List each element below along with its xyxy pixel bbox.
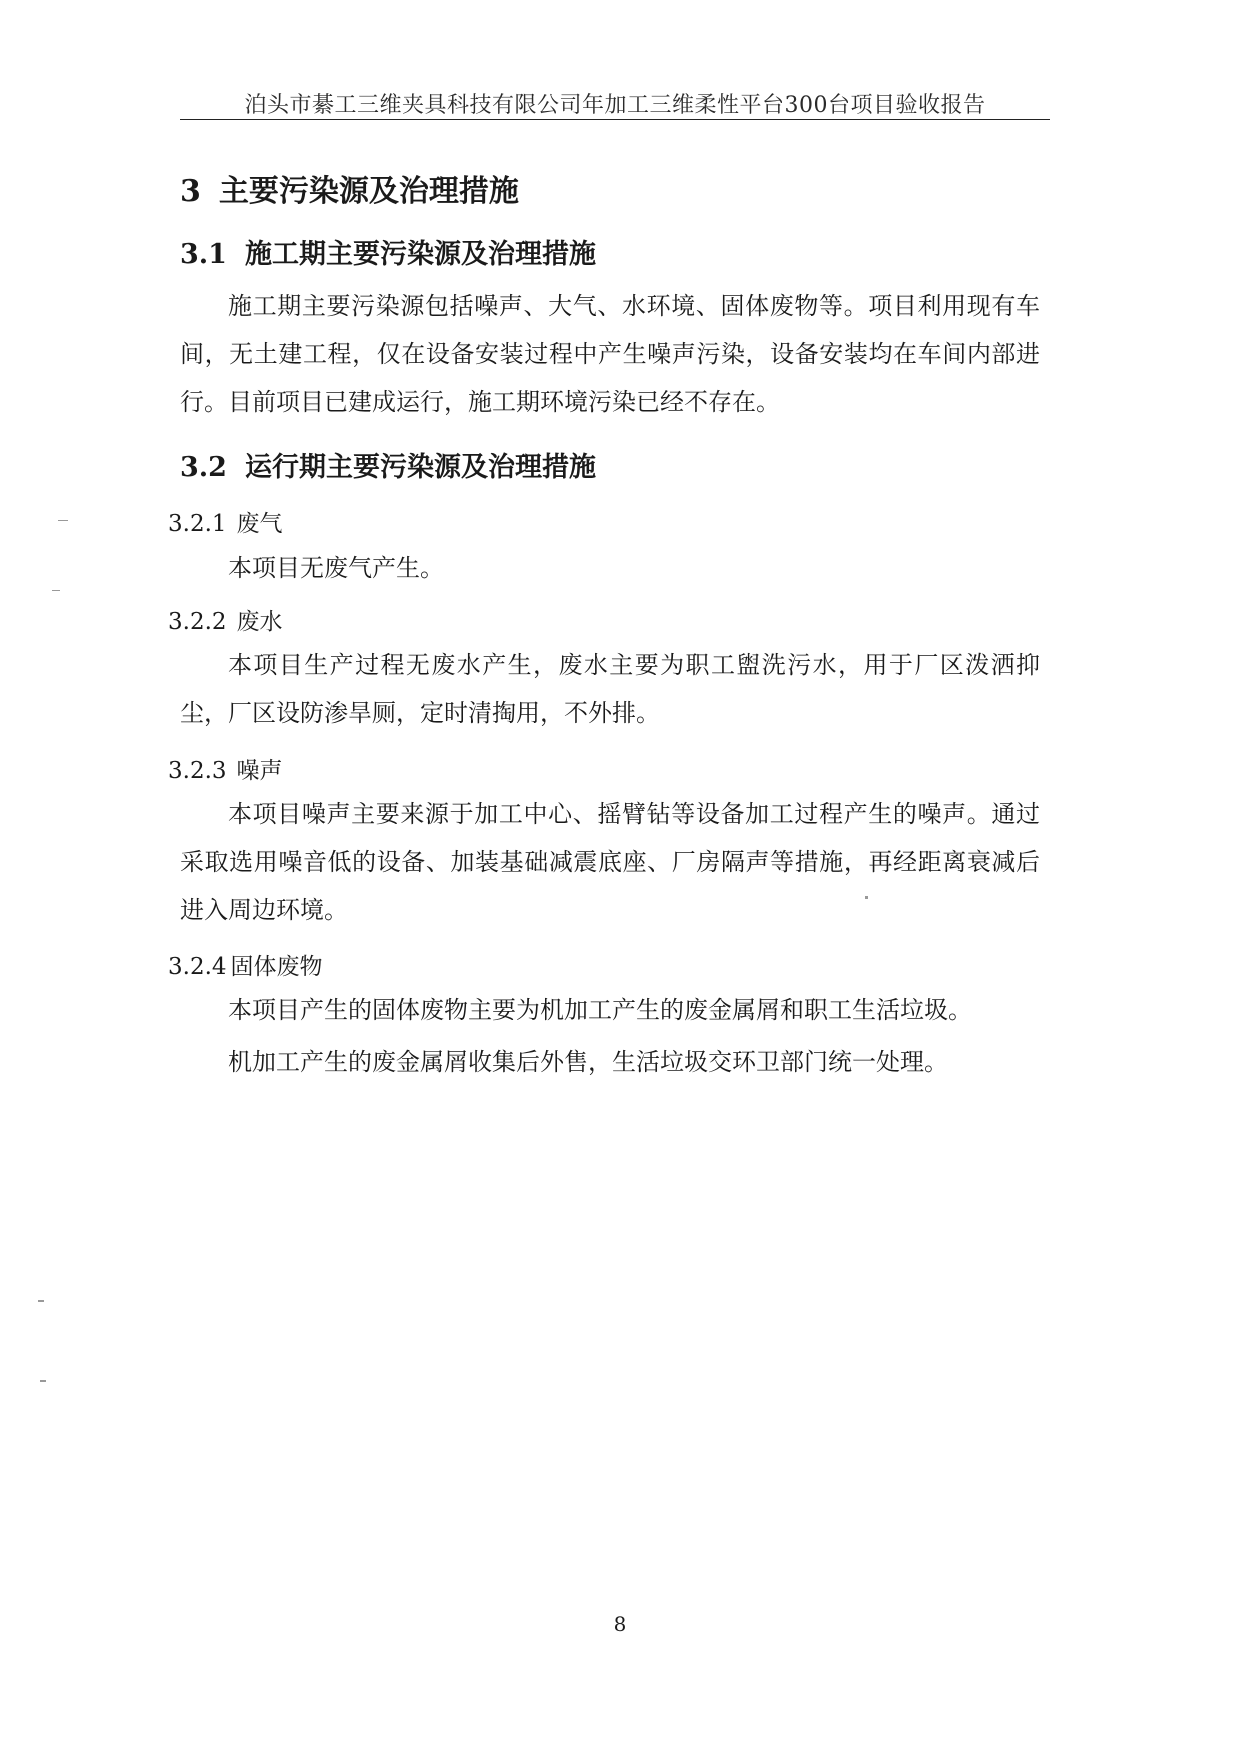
section-title: 主要污染源及治理措施: [218, 174, 519, 209]
scan-speck: [40, 1380, 46, 1382]
section-heading-3-1: [180, 232, 596, 271]
scan-speck: [865, 896, 868, 899]
paragraph-waste-water: 本项目生产过程无废水产生，废水主要为职工盥洗污水，用于厂区泼洒抑尘，厂区设防渗旱厕，定时清掏用，不外排。: [180, 651, 1040, 727]
running-header: 泊头市綦工三维夹具科技有限公司年加工三维柔性平台300台项目验收报告: [244, 93, 986, 118]
paragraph-noise: 本项目噪声主要来源于加工中心、摇臂钻等设备加工过程产生的噪声。通过采取选用噪音低的设备、加装基础减震底座、厂房隔声等措施，再经距离衰减后进入周边环境。: [180, 800, 1040, 924]
scan-speck: [58, 520, 68, 521]
subsection-title: 废气: [236, 511, 283, 537]
section-heading-3: [180, 166, 519, 210]
subsection-title: 噪声: [236, 758, 283, 784]
subsection-heading-3-2-3: [168, 752, 283, 785]
subsection-number: 3.2.2: [168, 609, 227, 635]
section-title: 施工期主要污染源及治理措施: [244, 239, 596, 270]
subsection-heading-3-2-4: [168, 948, 323, 981]
subsection-heading-3-2-2: [168, 603, 283, 636]
subsection-number: 3.2.1: [168, 511, 227, 537]
paragraph-waste-gas: 本项目无废气产生。: [228, 554, 444, 582]
section-number: 3.2: [180, 452, 227, 483]
subsection-number: 3.2.4: [168, 954, 227, 980]
header-rule: [180, 119, 1050, 120]
section-number: 3: [180, 174, 201, 209]
paragraph-solid-waste-1: 本项目产生的固体废物主要为机加工产生的废金属屑和职工生活垃圾。: [228, 996, 972, 1024]
section-heading-3-2: [180, 445, 596, 484]
section-number: 3.1: [180, 239, 227, 270]
paragraph-solid-waste-2: 机加工产生的废金属屑收集后外售，生活垃圾交环卫部门统一处理。: [228, 1048, 948, 1076]
subsection-number: 3.2.3: [168, 758, 227, 784]
subsection-heading-3-2-1: [168, 505, 283, 538]
scan-speck: [38, 1300, 44, 1302]
scan-speck: [52, 590, 60, 591]
subsection-title: 废水: [236, 609, 283, 635]
paragraph-construction-period: 施工期主要污染源包括噪声、大气、水环境、固体废物等。项目利用现有车间，无土建工程，仅在设备安装过程中产生噪声污染，设备安装均在车间内部进行。目前项目已建成运行，施工期环境污染已经不存在。: [180, 292, 1040, 416]
page-number: 8: [613, 1612, 627, 1636]
section-title: 运行期主要污染源及治理措施: [244, 452, 596, 483]
subsection-title: 固体废物: [230, 954, 323, 980]
